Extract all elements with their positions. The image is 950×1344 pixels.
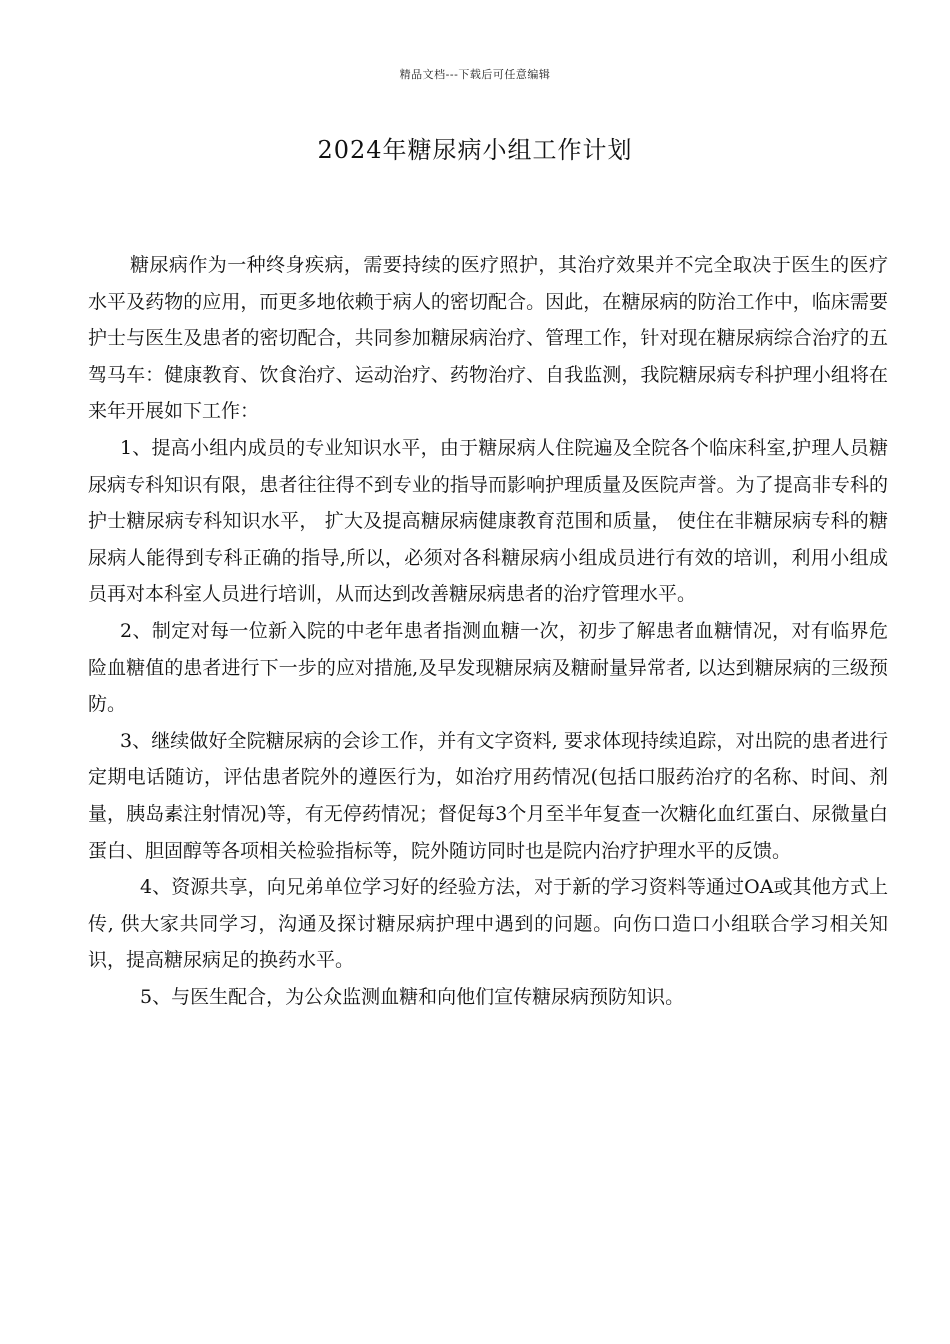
item-5-paragraph: 5、与医生配合，为公众监测血糖和向他们宣传糖尿病预防知识。 xyxy=(140,985,685,1008)
document-body xyxy=(88,247,888,1015)
document-title: 2024年糖尿病小组工作计划 xyxy=(317,136,633,164)
item-3-paragraph: 3、继续做好全院糖尿病的会诊工作，并有文字资料, 要求体现持续追踪，对出院的患者进行定期电话随访，评估患者院外的遵医行为，如治疗用药情况(包括口服药治疗的名称、时间、剂量，胰岛素注射情况)等，有无停药情况；督促每3个月至半年复查一次糖化血红蛋白、尿微量白蛋白、胆固醇等各项相关检验指标等，院外随访同时也是院内治疗护理水平的反馈。 xyxy=(88,729,888,862)
item-1-paragraph: 1、提高小组内成员的专业知识水平，由于糖尿病人住院遍及全院各个临床科室,护理人员糖尿病专科知识有限，患者往往得不到专业的指导而影响护理质量及医院声誉。为了提高非专科的护士糖尿病专科知识水平， 扩大及提高糖尿病健康教育范围和质量， 使住在非糖尿病专科的糖尿病人能得到专科正确的指导,所以，必须对各科糖尿病小组成员进行有效的培训，利用小组成员再对本科室人员进行培训，从而达到改善糖尿病患者的治疗管理水平。 xyxy=(88,436,888,606)
item-4-paragraph: 4、资源共享，向兄弟单位学习好的经验方法，对于新的学习资料等通过OA或其他方式上传, 供大家共同学习，沟通及探讨糖尿病护理中遇到的问题。向伤口造口小组联合学习相关知识，提高糖尿病足的换药水平。 xyxy=(88,876,888,972)
header-note: 精品文档---下载后可任意编辑 xyxy=(399,68,551,81)
item-2-paragraph: 2、制定对每一位新入院的中老年患者指测血糖一次，初步了解患者血糖情况，对有临界危险血糖值的患者进行下一步的应对措施,及早发现糖尿病及糖耐量异常者, 以达到糖尿病的三级预防。 xyxy=(88,619,888,716)
intro-paragraph: 糖尿病作为一种终身疾病，需要持续的医疗照护，其治疗效果并不完全取决于医生的医疗水平及药物的应用，而更多地依赖于病人的密切配合。因此，在糖尿病的防治工作中，临床需要护士与医生及患者的密切配合，共同参加糖尿病治疗、管理工作，针对现在糖尿病综合治疗的五驾马车：健康教育、饮食治疗、运动治疗、药物治疗、自我监测，我院糖尿病专科护理小组将在来年开展如下工作： xyxy=(88,254,888,423)
